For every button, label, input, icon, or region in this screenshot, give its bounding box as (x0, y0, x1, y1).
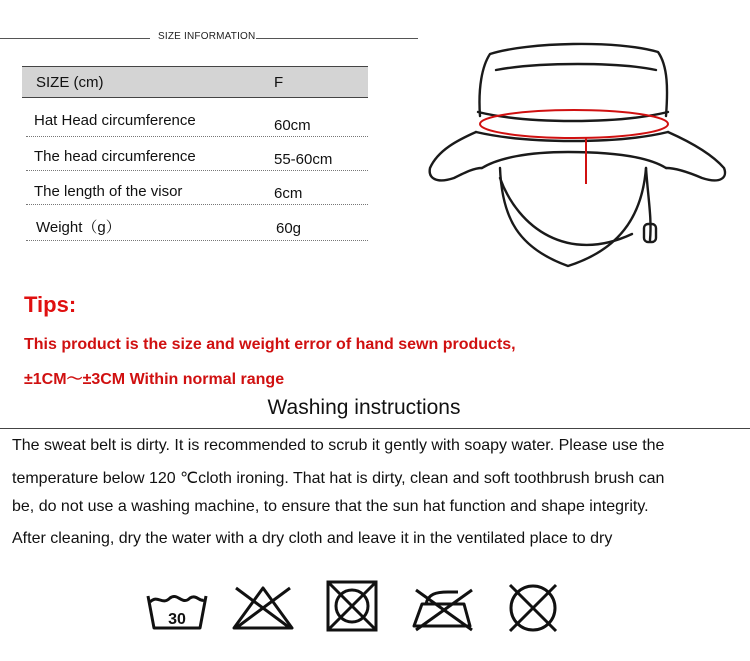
no-iron-icon (408, 582, 480, 632)
bucket-hat-illustration (418, 28, 750, 278)
row-label: The length of the visor (34, 183, 183, 200)
table-row (26, 136, 368, 171)
washing-title: Washing instructions (267, 396, 461, 419)
row-label: Hat Head circumference (34, 112, 196, 129)
row-label: Weight（g） (36, 219, 121, 236)
row-value: 6cm (274, 185, 303, 202)
tips-title: Tips: (24, 292, 77, 317)
size-info-title: SIZE INFORMATION (158, 31, 256, 42)
divider-right (256, 38, 418, 39)
header-f: F (274, 74, 284, 91)
wash-temp-label: 30 (168, 611, 186, 628)
washing-text-line: The sweat belt is dirty. It is recommended to scrub it gently with soapy water. Please use the (12, 437, 665, 454)
row-value: 55-60cm (274, 151, 333, 168)
tips-line-1: This product is the size and weight error of hand sewn products, (24, 336, 516, 353)
no-tumble-dry-icon (324, 578, 380, 634)
row-value: 60g (276, 220, 302, 237)
divider-left (0, 38, 150, 39)
wash-30-icon (144, 588, 210, 632)
header-size: SIZE (cm) (36, 74, 104, 91)
washing-text-line: temperature below 120 ℃cloth ironing. That hat is dirty, clean and soft toothbrush brush can (12, 470, 665, 487)
table-row (26, 170, 368, 205)
table-row (26, 102, 368, 137)
tips-line-2: ±1CM～±3CM Within normal range (24, 371, 285, 388)
size-table-header (22, 66, 368, 98)
table-row (26, 206, 368, 241)
row-label: The head circumference (34, 148, 196, 165)
no-dry-clean-icon (504, 580, 562, 636)
row-value: 60cm (274, 117, 311, 134)
washing-text-line: After cleaning, dry the water with a dry cloth and leave it in the ventilated place to dry (12, 530, 613, 547)
no-bleach-icon (230, 582, 296, 632)
washing-text-line: be, do not use a washing machine, to ensure that the sun hat function and shape integrity. (12, 498, 649, 515)
divider (0, 428, 750, 429)
